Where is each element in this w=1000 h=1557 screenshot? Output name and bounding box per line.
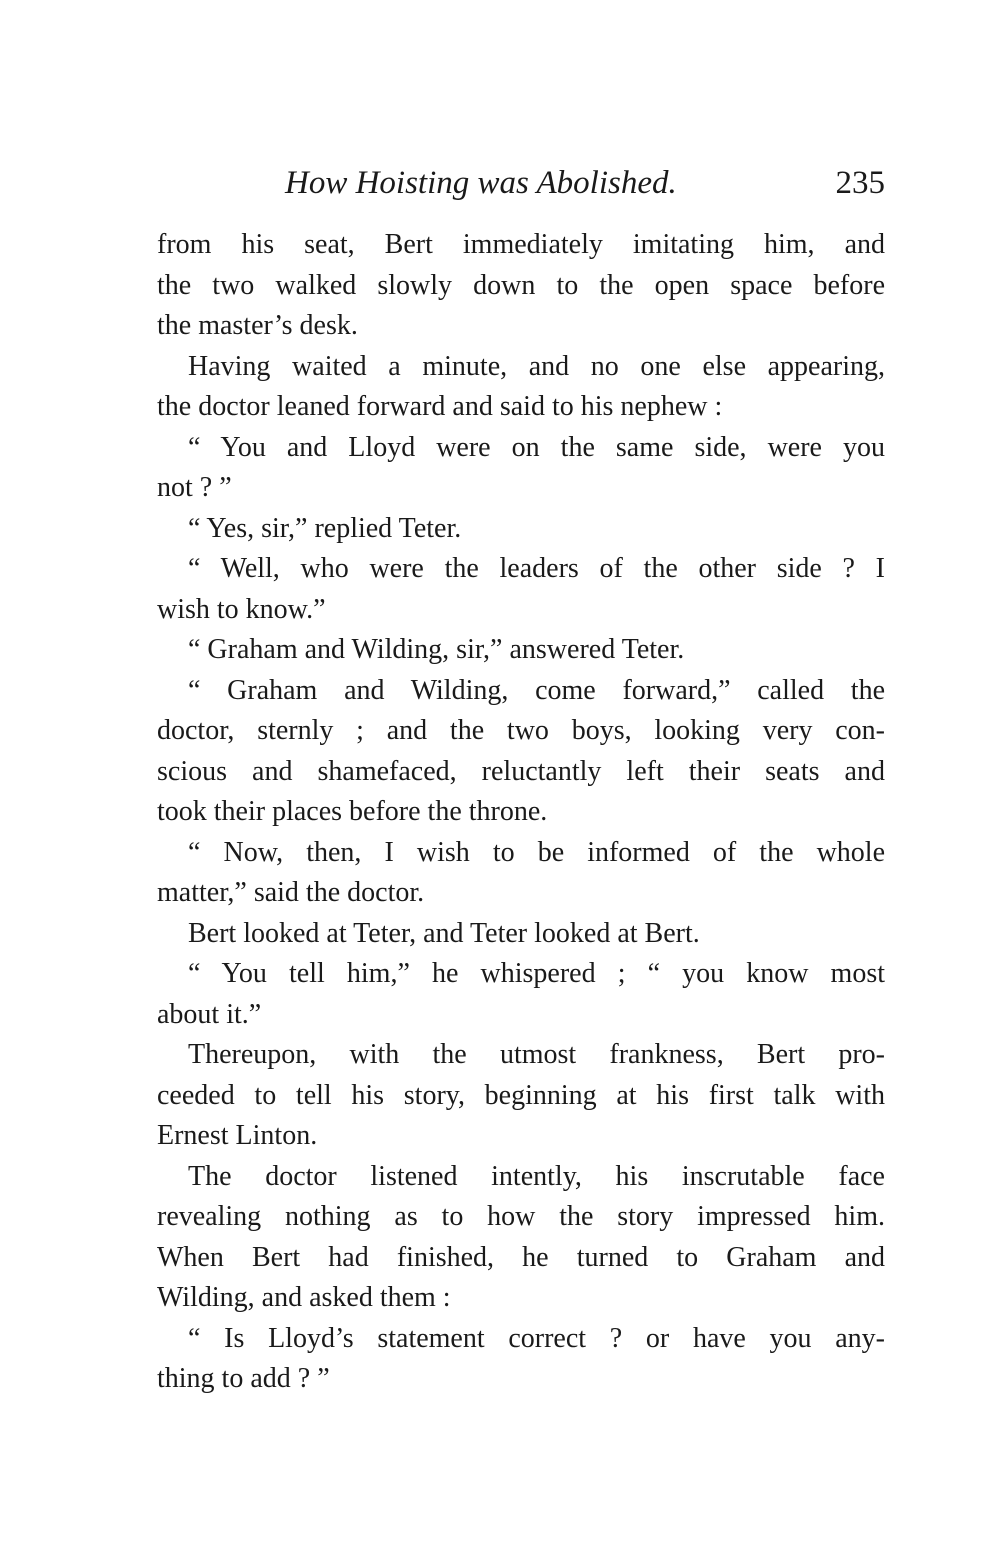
text-line: from his seat, Bert immediately imitating him, and xyxy=(157,229,885,260)
text-line: thing to add ? ” xyxy=(157,1363,330,1394)
text-line: The doctor listened intently, his inscrutable face xyxy=(188,1160,885,1192)
text-line: not ? ” xyxy=(157,472,232,503)
text-line: the doctor leaned forward and said to his nephew : xyxy=(157,391,723,422)
text-line: the two walked slowly down to the open space before xyxy=(157,269,885,301)
text-line: Having waited a minute, and no one else appearing, xyxy=(188,350,885,382)
body-text xyxy=(157,225,885,1400)
text-line: about it.” xyxy=(157,998,262,1030)
text-line: “ Graham and Wilding, sir,” answered Teter. xyxy=(188,634,685,665)
running-title: How Hoisting was Abolished. xyxy=(285,165,677,201)
text-line: matter,” said the doctor. xyxy=(157,877,425,908)
text-line: took their places before the throne. xyxy=(157,796,548,827)
text-line: Ernest Linton. xyxy=(157,1120,318,1151)
text-line: “ Graham and Wilding, come forward,” called the xyxy=(188,674,885,706)
text-line: doctor, sternly ; and the two boys, looking very con- xyxy=(157,715,885,746)
text-line: wish to know.” xyxy=(157,593,326,625)
text-line: Bert looked at Teter, and Teter looked at Bert. xyxy=(188,917,700,949)
text-line: “ Now, then, I wish to be informed of the whole xyxy=(188,836,885,868)
text-line: “ You and Lloyd were on the same side, were you xyxy=(188,431,885,463)
text-line: “ Is Lloyd’s statement correct ? or have you any- xyxy=(188,1322,885,1354)
text-line: “ You tell him,” he whispered ; “ you know most xyxy=(188,958,885,989)
running-head xyxy=(157,158,885,208)
text-line: When Bert had finished, he turned to Graham and xyxy=(157,1241,885,1273)
text-line: ceeded to tell his story, beginning at his first talk with xyxy=(157,1079,885,1111)
text-line: “ Yes, sir,” replied Teter. xyxy=(188,512,462,544)
text-line: scious and shamefaced, reluctantly left their seats and xyxy=(157,755,885,787)
text-line: Thereupon, with the utmost frankness, Bert pro- xyxy=(188,1039,885,1070)
page-number: 235 xyxy=(835,165,885,201)
text-line: revealing nothing as to how the story impressed him. xyxy=(157,1201,885,1232)
text-line: the master’s desk. xyxy=(157,310,358,341)
text-line: Wilding, and asked them : xyxy=(157,1282,451,1313)
text-line: “ Well, who were the leaders of the other side ? I xyxy=(188,553,885,584)
